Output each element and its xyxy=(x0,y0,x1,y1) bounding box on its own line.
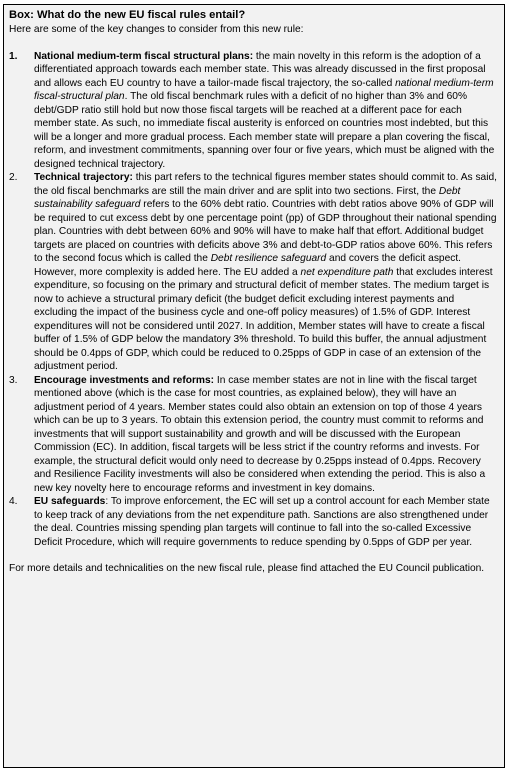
list-item-emphasis: Debt sustainability safeguard xyxy=(34,185,461,210)
list-item-text: In case member states are not in line with the fiscal target mentioned above (which is the case for most countries, as explained below), they will have an adjustment period of 4 years. Member states could also obtain an extension on top of those 4 years which can be up to 3 years. To obtain this extension period, the country must commit to reforms and investments that will support sustainability and growth and will be discussed with the European Commission (EC). In addition, fiscal targets will be less strict if the country reforms and invests. For example, the structural deficit would only need to decrease by 0.25pps instead of 0.4pps. Recovery and Resilience Facility investments will also be considered when extending the period. This is also a new key novelty here to encourage reforms and investment in key domains. xyxy=(34,374,486,494)
list-item-heading: Encourage investments and reforms: xyxy=(34,374,215,386)
list-item-eu-safeguards xyxy=(9,495,499,549)
list-item-text: that excludes interest expenditure, so focusing on the primary and structural deficit of member states. The medium target is now to achieve a structural primary deficit (the budget deficit excluding interest payments and excluding the impact of the business cycle and one-off policy measures) of 1.5% of GDP. Interest expenditures will not be considered until 2027. In addition, Member states will have to create a fiscal buffer of 1.5% of GDP below the mandatory 3% threshold. To build this buffer, the annual adjustment should be 0.4pps of GDP, which could be reduced to 0.25pps of GDP in case of an extension of the adjustment period. xyxy=(34,266,493,372)
list-item-number: 3. xyxy=(9,374,18,386)
list-item-number: 2. xyxy=(9,172,18,183)
list-item-text: this part refers to the technical figures member states should commit to. As said, the old fiscal benchmarks are still the main driver and are split into two sections. First, the xyxy=(34,172,497,197)
key-changes-list xyxy=(9,50,499,550)
list-item-heading: Technical trajectory: xyxy=(34,172,133,183)
list-item-heading: EU safeguards xyxy=(34,496,106,507)
list-item-number: 4. xyxy=(9,496,18,507)
list-item-heading: National medium-term fiscal structural plans: xyxy=(34,50,254,62)
box-title: Box: What do the new EU fiscal rules entail? xyxy=(9,9,246,21)
list-item-plans xyxy=(9,50,499,172)
list-item-text: : To improve enforcement, the EC will set up a control account for each Member state to keep track of any deviations from the net expenditure path. Sanctions are also strengthened under the deal. Countries missing spending plan targets will continue to fall into the so-called Excessive Deficit Procedure, which will require governments to reduce spending by 0.5pps of GDP per year. xyxy=(34,496,490,548)
list-item-investments-reforms xyxy=(9,374,499,496)
list-item-emphasis: Debt resilience safeguard xyxy=(210,253,327,264)
list-item-number: 1. xyxy=(9,50,18,62)
list-item-text: . The old fiscal benchmark rules with a deficit of no higher than 3% and 60% debt/GDP ratio still hold but now those fiscal targets will be reached at a different pace for each member state. As such, no immediate fiscal austerity is enforced on countries most indebted, but this will be a longer and more gradual process. Each member state will prepare a plan covering the fiscal, reform, and investment commitments, spanning over four or five years, which must be aligned with the designed technical trajectory. xyxy=(34,91,495,170)
fiscal-rules-box xyxy=(3,4,505,768)
list-item-text: and covers the deficit aspect. However, more complexity is added here. The EU added a xyxy=(34,253,461,278)
list-item-emphasis: national medium-term fiscal-structural plan xyxy=(34,77,494,102)
list-item-text: the main novelty in this reform is the adoption of a differentiated approach towards each member state. This was already discussed in the first proposal and allows each EU country to have a tailor-made fiscal trajectory, the so-called xyxy=(34,50,486,89)
box-footer: For more details and technicalities on the new fiscal rule, please find attached the EU Council publication. xyxy=(9,563,485,574)
list-item-technical-trajectory xyxy=(9,171,499,374)
box-intro: Here are some of the key changes to consider from this new rule: xyxy=(9,24,304,35)
list-item-emphasis: net expenditure path xyxy=(300,266,394,278)
list-item-text: refers to the 60% debt ratio. Countries with debt ratios above 90% of GDP will be required to cut excess debt by one percentage point (pp) of GDP throughout their national spending plan. Countries with debt between 60% and 90% will have to make half that effort. Additional budget targets are placed on countries with deficits above 3% and debt-to-GDP ratios above 60%. This refers to the second focus which is called the xyxy=(34,199,497,264)
